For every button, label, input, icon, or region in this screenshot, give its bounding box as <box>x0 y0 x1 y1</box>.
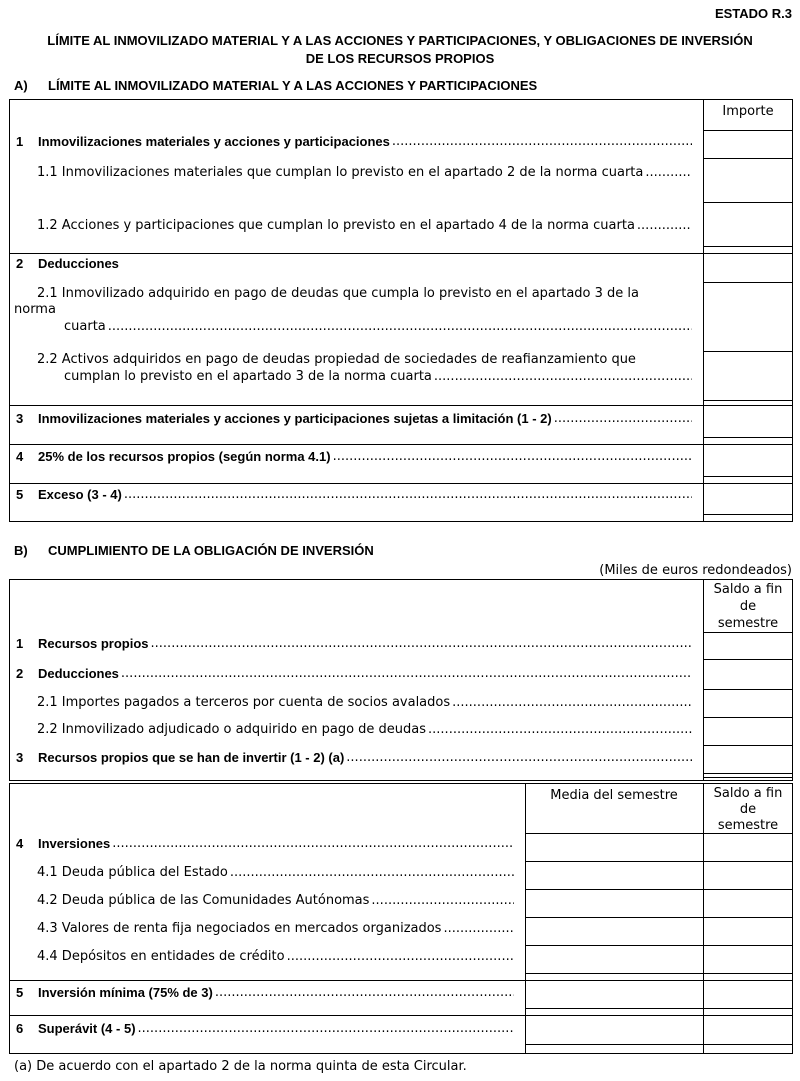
b-row-5: 5 Inversión mínima (75% de 3) ..... <box>16 984 514 1002</box>
a-row-2-1-line2: norma <box>14 302 56 317</box>
b-row-2-1: 2.1 Importes pagados a terceros por cuenta de socios avalados ..... <box>37 694 692 712</box>
b-row-4-1: 4.1 Deuda pública del Estado ..... <box>37 864 514 882</box>
a-row-3: 3 Inmovilizaciones materiales y acciones y participaciones sujetas a limitación (1 - 2) ..... <box>16 410 692 428</box>
col-saldo-3: semestre <box>717 616 779 631</box>
col-saldo-b-2: de <box>739 802 757 817</box>
b-row-1: 1 Recursos propios ..... <box>16 635 692 653</box>
col-saldo-b-3: semestre <box>717 818 779 833</box>
a-row-4: 4 25% de los recursos propios (según norma 4.1) ..... <box>16 448 692 466</box>
b-row-4-2: 4.2 Deuda pública de las Comunidades Autónomas ..... <box>37 892 514 910</box>
b-row-2: 2 Deducciones ..... <box>16 665 692 683</box>
estado-code: ESTADO R.3 <box>714 6 792 21</box>
section-b-title: CUMPLIMIENTO DE LA OBLIGACIÓN DE INVERSIÓN <box>48 543 374 558</box>
b-row-3: 3 Recursos propios que se han de invertir (1 - 2) (a) ..... <box>16 749 692 767</box>
a-row-5: 5 Exceso (3 - 4) ..... <box>16 486 692 504</box>
page-title-line2: DE LOS RECURSOS PROPIOS <box>305 51 495 66</box>
a-row-1-2: 1.2 Acciones y participaciones que cumplan lo previsto en el apartado 4 de la norma cuarta ..... <box>37 217 692 235</box>
section-b-letter: B) <box>14 543 28 558</box>
a-row-1: 1 Inmovilizaciones materiales y acciones y participaciones ..... <box>16 133 692 151</box>
section-a-letter: A) <box>14 78 28 93</box>
col-saldo-b-1: Saldo a fin <box>713 786 783 801</box>
page-title-line1: LÍMITE AL INMOVILIZADO MATERIAL Y A LAS ACCIONES Y PARTICIPACIONES, Y OBLIGACIONES DE INVERSIÓN <box>47 33 753 48</box>
col-media: Media del semestre <box>550 788 678 803</box>
a-row-1-1: 1.1 Inmovilizaciones materiales que cumplan lo previsto en el apartado 2 de la norma cuarta ..... <box>37 164 692 182</box>
col-saldo-1: Saldo a fin <box>713 582 783 597</box>
b-row-6: 6 Superávit (4 - 5) ..... <box>16 1020 514 1038</box>
col-saldo-2: de <box>739 599 757 614</box>
a-row-2-1-line3: cuarta ..... <box>64 318 692 336</box>
footnote: (a) De acuerdo con el apartado 2 de la norma quinta de esta Circular. <box>14 1059 467 1074</box>
a-row-2: 2 Deducciones <box>16 256 119 271</box>
b-row-2-2: 2.2 Inmovilizado adjudicado o adquirido en pago de deudas ..... <box>37 721 692 739</box>
b-row-4-3: 4.3 Valores de renta fija negociados en mercados organizados ..... <box>37 920 514 938</box>
a-row-2-1-line1: 2.1 Inmovilizado adquirido en pago de deudas que cumpla lo previsto en el apartado 3 de la <box>37 286 639 301</box>
a-row-2-2-line1: 2.2 Activos adquiridos en pago de deudas propiedad de sociedades de reafianzamiento que <box>37 352 636 367</box>
a-row-2-2-line2: cumplan lo previsto en el apartado 3 de la norma cuarta ..... <box>64 368 692 386</box>
b-row-4-4: 4.4 Depósitos en entidades de crédito ..... <box>37 948 514 966</box>
b-row-4: 4 Inversiones ..... <box>16 835 514 853</box>
units-note: (Miles de euros redondeados) <box>599 563 792 578</box>
section-a-title: LÍMITE AL INMOVILIZADO MATERIAL Y A LAS ACCIONES Y PARTICIPACIONES <box>48 78 538 93</box>
col-header-importe: Importe <box>722 104 774 119</box>
